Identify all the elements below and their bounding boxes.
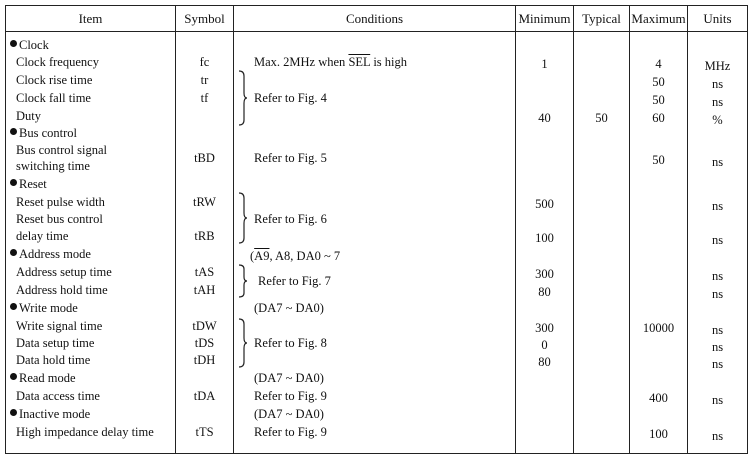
symbol-tdh: tDH xyxy=(193,353,216,367)
item-reset-bus-line2: delay time xyxy=(16,229,69,243)
bullet-icon xyxy=(10,373,17,380)
condition-fig9-inactive: Refer to Fig. 9 xyxy=(254,425,327,439)
header-minimum: Minimum xyxy=(516,6,574,32)
maximum-tdw: 10000 xyxy=(642,321,675,335)
symbol-fc: fc xyxy=(199,55,210,69)
symbol-tah: tAH xyxy=(193,283,216,297)
minimum-tas: 300 xyxy=(535,267,554,281)
bullet-icon xyxy=(10,179,17,186)
symbol-tts: tTS xyxy=(195,425,214,439)
unit-tdw: ns xyxy=(711,323,724,337)
item-clock-rise-time: Clock rise time xyxy=(16,73,93,87)
bullet-icon xyxy=(10,249,17,256)
conditions-column xyxy=(234,32,516,454)
item-clock-fall-time: Clock fall time xyxy=(16,91,91,105)
minimum-tdw: 300 xyxy=(535,321,554,335)
maximum-duty: 60 xyxy=(652,111,665,125)
header-row xyxy=(6,6,748,32)
item-bus-control-line1: Bus control signal xyxy=(16,143,107,157)
header-maximum: Maximum xyxy=(630,6,688,32)
condition-fig6: Refer to Fig. 6 xyxy=(254,212,327,226)
unit-fc: MHz xyxy=(704,59,731,73)
condition-address-bus: (A9, A8, DA0 ~ 7 xyxy=(250,249,341,263)
symbol-trw: tRW xyxy=(193,195,216,209)
maximum-tda: 400 xyxy=(649,391,668,405)
condition-read-bus: (DA7 ~ DA0) xyxy=(254,371,324,385)
unit-tda: ns xyxy=(711,393,724,407)
header-symbol: Symbol xyxy=(176,6,234,32)
item-bus-control-line2: switching time xyxy=(16,159,90,173)
maximum-tr: 50 xyxy=(652,75,665,89)
category-clock: Clock xyxy=(10,37,49,53)
minimum-tah: 80 xyxy=(538,285,551,299)
maximum-fc: 4 xyxy=(655,57,662,71)
category-address-mode: Address mode xyxy=(10,246,91,262)
brace-icon xyxy=(237,318,247,368)
condition-fig9-read: Refer to Fig. 9 xyxy=(254,389,327,403)
unit-tts: ns xyxy=(711,429,724,443)
item-data-setup: Data setup time xyxy=(16,336,95,350)
item-clock-frequency: Clock frequency xyxy=(16,55,99,69)
header-units: Units xyxy=(688,6,748,32)
maximum-column xyxy=(630,32,688,454)
condition-inactive-bus: (DA7 ~ DA0) xyxy=(254,407,324,421)
condition-fig7: Refer to Fig. 7 xyxy=(258,274,331,288)
unit-tdh: ns xyxy=(711,357,724,371)
category-write-mode: Write mode xyxy=(10,300,78,316)
item-duty: Duty xyxy=(16,109,41,123)
specification-table xyxy=(5,5,748,454)
unit-tah: ns xyxy=(711,287,724,301)
typical-column xyxy=(574,32,630,454)
item-address-hold: Address hold time xyxy=(16,283,108,297)
brace-icon xyxy=(237,70,247,126)
bullet-icon xyxy=(10,40,17,47)
symbol-tas: tAS xyxy=(194,265,215,279)
condition-fig5: Refer to Fig. 5 xyxy=(254,151,327,165)
header-typical: Typical xyxy=(574,6,630,32)
unit-tf: ns xyxy=(711,95,724,109)
symbol-tbd: tBD xyxy=(194,151,215,165)
bullet-icon xyxy=(10,409,17,416)
item-high-impedance: High impedance delay time xyxy=(16,425,154,439)
category-bus-control: Bus control xyxy=(10,125,77,141)
minimum-fc: 1 xyxy=(541,57,548,71)
bullet-icon xyxy=(10,128,17,135)
minimum-tdh: 80 xyxy=(538,355,551,369)
minimum-duty: 40 xyxy=(538,111,551,125)
maximum-tts: 100 xyxy=(649,427,668,441)
category-reset: Reset xyxy=(10,176,47,192)
symbol-tda: tDA xyxy=(193,389,216,403)
brace-icon xyxy=(237,264,247,298)
unit-trw: ns xyxy=(711,199,724,213)
maximum-tf: 50 xyxy=(652,93,665,107)
unit-tr: ns xyxy=(711,77,724,91)
table-body-row xyxy=(6,32,748,454)
condition-write-bus: (DA7 ~ DA0) xyxy=(254,301,324,315)
item-data-access: Data access time xyxy=(16,389,100,403)
item-reset-bus-line1: Reset bus control xyxy=(16,212,103,226)
category-inactive-mode: Inactive mode xyxy=(10,406,90,422)
header-conditions: Conditions xyxy=(234,6,516,32)
symbol-tds: tDS xyxy=(194,336,215,350)
brace-icon xyxy=(237,192,247,244)
symbol-tdw: tDW xyxy=(192,319,217,333)
symbol-tf: tf xyxy=(200,91,209,105)
maximum-tbd: 50 xyxy=(652,153,665,167)
minimum-trb: 100 xyxy=(535,231,554,245)
header-item: Item xyxy=(6,6,176,32)
minimum-column xyxy=(516,32,574,454)
item-reset-pulse-width: Reset pulse width xyxy=(16,195,105,209)
unit-duty: % xyxy=(712,113,723,127)
symbol-tr: tr xyxy=(200,73,209,87)
item-column xyxy=(6,32,176,454)
category-read-mode: Read mode xyxy=(10,370,76,386)
minimum-trw: 500 xyxy=(535,197,554,211)
item-write-signal: Write signal time xyxy=(16,319,103,333)
condition-fig8: Refer to Fig. 8 xyxy=(254,336,327,350)
unit-tas: ns xyxy=(711,269,724,283)
symbol-trb: tRB xyxy=(194,229,215,243)
units-column xyxy=(688,32,748,454)
item-address-setup: Address setup time xyxy=(16,265,112,279)
symbol-column xyxy=(176,32,234,454)
bullet-icon xyxy=(10,303,17,310)
minimum-tds: 0 xyxy=(541,338,548,352)
condition-fig4: Refer to Fig. 4 xyxy=(254,91,327,105)
condition-clock: Max. 2MHz when $\overline{SEL}$ is high xyxy=(254,55,408,69)
unit-trb: ns xyxy=(711,233,724,247)
typical-duty: 50 xyxy=(595,111,608,125)
item-data-hold: Data hold time xyxy=(16,353,91,367)
unit-tbd: ns xyxy=(711,155,724,169)
unit-tds: ns xyxy=(711,340,724,354)
